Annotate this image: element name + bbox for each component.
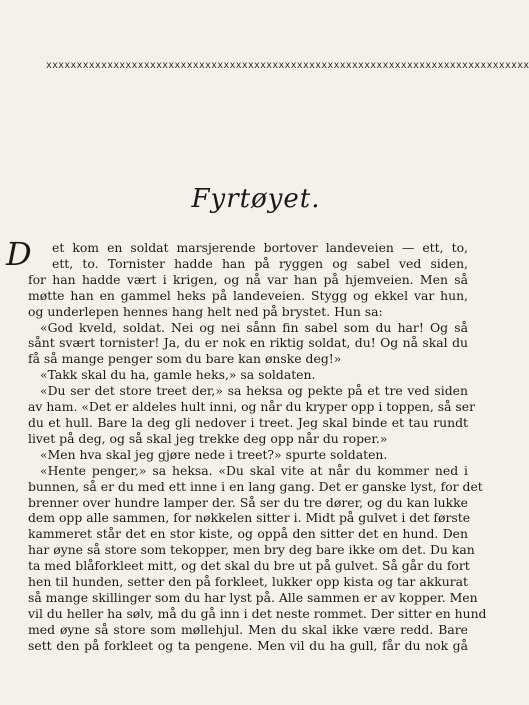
text-line: brenner over hundre lamper der. Så ser du tre dører, og du kan lukke bbox=[28, 494, 468, 510]
text-line: du et hull. Bare la deg gli nedover i treet. Jeg skal binde et tau rundt bbox=[28, 414, 468, 430]
text-line: et kom en soldat marsjerende bortover landeveien — ett, to, bbox=[52, 240, 468, 255]
text-line: møtte han en gammel heks på landeveien. Stygg og ekkel var hun, bbox=[28, 287, 468, 303]
text-line: «Du ser det store treet der,» sa heksa og pekte på et tre ved siden bbox=[40, 383, 468, 399]
decorative-ornament-rule: xxxxxxxxxxxxxxxxxxxxxxxxxxxxxxxxxxxxxxxxxxxxxxxxxxxxxxxxxxxxxxxxxxxxxxxxxxxxxxx bbox=[46, 60, 529, 71]
text-line: har øyne så store som tekopper, men bry deg bare ikke om det. Du kan bbox=[28, 542, 475, 558]
text-line: livet på deg, og så skal jeg trekke deg opp når du roper.» bbox=[28, 430, 388, 446]
text-line: hen til hunden, setter den på forkleet, lukker opp kista og tar akkurat bbox=[28, 574, 468, 590]
text-line: ett, to. Tornister hadde han på ryggen og sabel ved siden, bbox=[52, 255, 468, 271]
text-line: dem opp alle sammen, for nøkkelen sitter i. Midt på gulvet i det første bbox=[28, 510, 471, 526]
text-line: så mange skillinger som du har lyst på. Alle sammen er av kopper. Men bbox=[28, 589, 478, 605]
text-line: vil du heller ha sølv, må du gå inn i det neste rommet. Der sitter en hund bbox=[28, 605, 487, 621]
text-line: med øyne så store som møllehjul. Men du skal ikke være redd. Bare bbox=[28, 621, 468, 637]
text-line: av ham. «Det er aldeles hult inni, og når du kryper opp i toppen, så ser bbox=[28, 399, 476, 415]
drop-cap: D bbox=[6, 235, 32, 273]
text-line: bunnen, så er du med ett inne i en lang gang. Det er ganske lyst, for det bbox=[28, 478, 483, 494]
text-line: «God kveld, soldat. Nei og nei sånn fin sabel som du har! Og så bbox=[40, 319, 468, 335]
text-line: og underlepen hennes hang helt ned på brystet. Hun sa: bbox=[28, 303, 383, 319]
text-line: for han hadde vært i krigen, og nå var han på hjemveien. Men så bbox=[28, 271, 468, 287]
page-title: Fyrtøyet. bbox=[191, 184, 321, 214]
text-line: få så mange penger som du bare kan ønske deg!» bbox=[28, 351, 342, 367]
text-line: «Hente penger,» sa heksa. «Du skal vite at når du kommer ned i bbox=[40, 462, 468, 478]
body-text bbox=[28, 240, 487, 654]
text-line: ta med blåforkleet mitt, og det skal du bre ut på gulvet. Så går du fort bbox=[28, 558, 470, 574]
text-line: «Men hva skal jeg gjøre nede i treet?» spurte soldaten. bbox=[40, 446, 388, 462]
text-line: «Takk skal du ha, gamle heks,» sa soldaten. bbox=[40, 367, 316, 383]
text-line: sett den på forkleet og ta pengene. Men vil du ha gull, får du nok gå bbox=[28, 637, 468, 653]
text-line: sånt svært tornister! Ja, du er nok en riktig soldat, du! Og nå skal du bbox=[28, 335, 468, 351]
text-line: kammeret står det en stor kiste, og oppå den sitter det en hund. Den bbox=[28, 526, 468, 542]
